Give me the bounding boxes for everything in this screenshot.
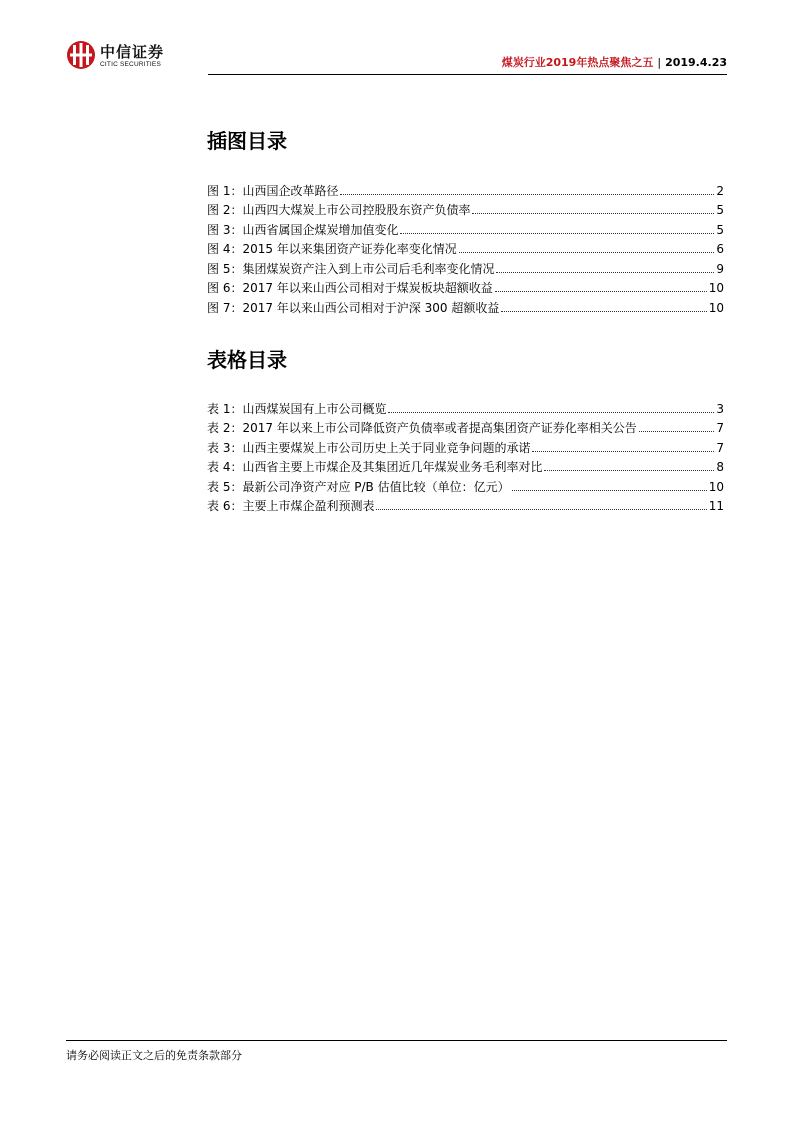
table-toc-entry-page: 7 [716,440,724,455]
table-toc-entry-page: 3 [716,401,724,416]
figure-toc-entry-label: 图 3：山西省属国企煤炭增加值变化 [207,222,399,237]
citic-logo [66,40,176,74]
dot-leader [388,412,714,413]
dot-leader [501,311,706,312]
figure-toc-entry[interactable] [207,198,724,218]
header-separator: | [657,56,662,69]
table-toc-entry[interactable] [207,474,724,494]
footer-rule [66,1040,727,1041]
table-toc-entry-label: 表 3：山西主要煤炭上市公司历史上关于同业竞争问题的承诺 [207,440,531,455]
dot-leader [400,233,714,234]
figure-toc-entry[interactable] [207,217,724,237]
dot-leader [472,213,714,214]
table-toc-entry-page: 8 [716,460,724,474]
figure-toc-entry-page: 5 [716,222,724,237]
figure-toc-entry-page: 10 [708,281,724,295]
figure-toc-entry-label: 图 1：山西国企改革路径 [207,183,339,198]
figure-toc-entry-page: 5 [716,203,724,217]
figure-toc-entry-label: 图 4：2015 年以来集团资产证券化率变化情况 [207,242,457,256]
footer-disclaimer: 请务必阅读正文之后的免责条款部分 [66,1049,242,1062]
table-toc-entry-label: 表 2：2017 年以来上市公司降低资产负债率或者提高集团资产证券化率相关公告 [207,421,637,435]
table-toc-entry[interactable] [207,396,724,416]
figure-toc-entry-label: 图 5：集团煤炭资产注入到上市公司后毛利率变化情况 [207,261,495,276]
table-toc-entry-page: 10 [708,479,724,494]
logo-chinese-name: 中信证券 [100,43,165,61]
dot-leader [532,451,714,452]
report-title: 煤炭行业2019年热点聚焦之五 [501,56,654,69]
page-header [66,38,727,78]
table-toc-entry-label: 表 5：最新公司净资产对应 P/B 估值比较（单位：亿元） [207,479,510,494]
figure-toc-entry[interactable] [207,256,724,276]
table-toc-entry[interactable] [207,416,724,436]
table-toc-entry-page: 7 [716,421,724,435]
logo-english-name: CITIC SECURITIES [100,61,161,68]
dot-leader [496,272,714,273]
figure-toc-entry[interactable] [207,178,724,198]
table-toc-entry-label: 表 4：山西省主要上市煤企及其集团近几年煤炭业务毛利率对比 [207,460,543,474]
header-rule [208,74,727,75]
dot-leader [376,509,706,510]
dot-leader [459,252,715,253]
figure-toc-entry-page: 2 [716,183,724,198]
figure-toc-entry[interactable] [207,276,724,296]
figure-toc-entry-label: 图 6：2017 年以来山西公司相对于煤炭板块超额收益 [207,281,493,295]
figure-toc-entry-label: 图 7：2017 年以来山西公司相对于沪深 300 超额收益 [207,300,500,315]
table-toc-entry[interactable] [207,435,724,455]
tables-toc-title: 表格目录 [207,348,287,372]
table-toc-entry[interactable] [207,455,724,475]
report-date: 2019.4.23 [665,56,727,69]
dot-leader [512,490,707,491]
table-toc-entry-label: 表 6：主要上市煤企盈利预测表 [207,499,375,513]
figure-toc-entry-label: 图 2：山西四大煤炭上市公司控股股东资产负债率 [207,203,471,217]
dot-leader [340,194,714,195]
table-toc-entry-page: 11 [708,499,724,513]
figure-toc-entry[interactable] [207,295,724,315]
dot-leader [544,470,714,471]
figure-toc-entry[interactable] [207,237,724,257]
dot-leader [495,291,707,292]
dot-leader [639,431,715,432]
tables-toc-list [207,396,724,513]
figures-toc-list [207,178,724,315]
figure-toc-entry-page: 9 [716,261,724,276]
citic-logo-icon [66,40,96,70]
figure-toc-entry-page: 10 [708,300,724,315]
figure-toc-entry-page: 6 [716,242,724,256]
table-toc-entry-label: 表 1：山西煤炭国有上市公司概览 [207,401,387,416]
figures-toc-title: 插图目录 [207,129,287,153]
table-toc-entry[interactable] [207,494,724,514]
header-info [502,54,727,70]
